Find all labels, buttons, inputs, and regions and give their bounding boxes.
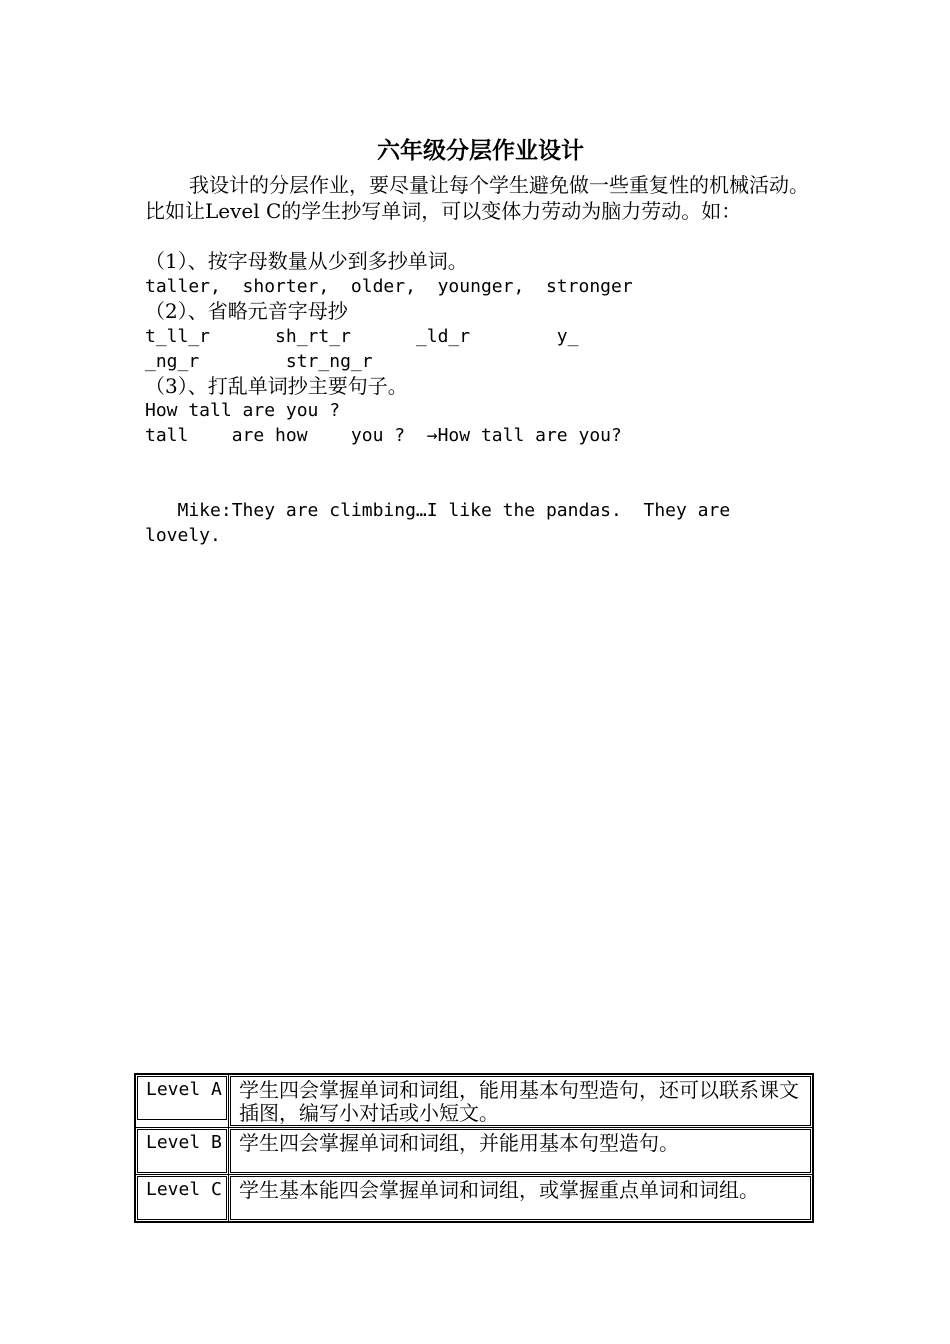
- table-row: [135, 1074, 813, 1128]
- level-cell: [135, 1074, 229, 1128]
- intro-text: 我设计的分层作业，要尽量让每个学生避免做一些重复性的机械活动。比如让Level C的学生抄写单词，可以变体力劳动为脑力劳动。如：: [145, 173, 809, 223]
- level-description: 学生基本能四会掌握单词和词组，或掌握重点单词和词组。: [230, 1176, 811, 1220]
- step-1-words: taller, shorter, older, younger, stronger: [145, 276, 633, 297]
- levels-table: [134, 1073, 814, 1223]
- intro-paragraph: [145, 172, 816, 224]
- step-2-words-row-2: _ng_r str_ng_r: [145, 351, 373, 372]
- description-cell: [229, 1074, 814, 1128]
- level-cell: [135, 1175, 229, 1223]
- document-title: 六年级分层作业设计: [377, 137, 584, 164]
- description-cell: [229, 1128, 814, 1175]
- level-label: Level A: [137, 1076, 227, 1120]
- level-label: Level C: [137, 1176, 227, 1220]
- dialogue-line-1: Mike:They are climbing…I like the pandas. They are: [145, 500, 731, 521]
- dialogue-line-2: lovely.: [145, 525, 221, 546]
- level-cell: [135, 1128, 229, 1175]
- step-2-heading: （2）、省略元音字母抄: [145, 299, 348, 323]
- step-3-sentence: How tall are you ?: [145, 400, 341, 421]
- level-label: Level B: [137, 1129, 227, 1173]
- step-1-heading: （1）、按字母数量从少到多抄单词。: [145, 249, 468, 273]
- step-2-words-row-1: t_ll_r sh_rt_r _ld_r y_: [145, 326, 579, 347]
- level-description: 学生四会掌握单词和词组，能用基本句型造句，还可以联系课文插图，编写小对话或小短文。: [230, 1076, 811, 1126]
- description-cell: [229, 1175, 814, 1223]
- level-description: 学生四会掌握单词和词组，并能用基本句型造句。: [230, 1129, 811, 1173]
- table-row: [135, 1175, 813, 1223]
- step-3-scrambled: tall are how you ? →How tall are you?: [145, 425, 622, 446]
- table-row: [135, 1128, 813, 1175]
- step-3-heading: （3）、打乱单词抄主要句子。: [145, 374, 408, 398]
